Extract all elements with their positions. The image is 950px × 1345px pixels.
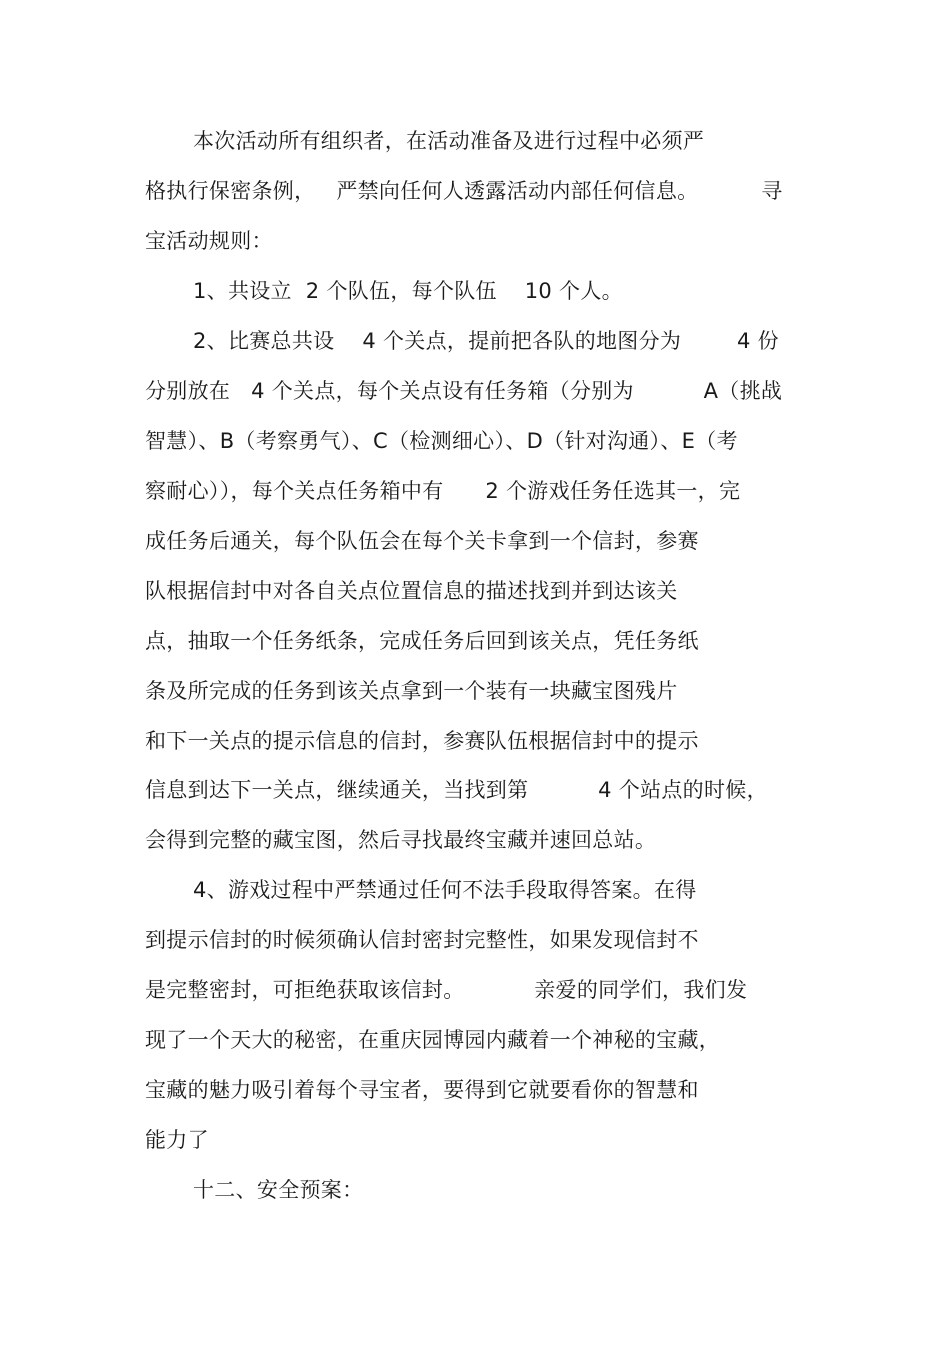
text-line-16: 4、游戏过程中严禁通过任何不法手段取得答案。在得	[193, 878, 697, 902]
text-line-17: 到提示信封的时候须确认信封密封完整性，如果发现信封不	[145, 928, 699, 952]
text-line-12: 条及所完成的任务到该关点拿到一个装有一块藏宝图残片	[145, 679, 678, 703]
text-line-3: 宝活动规则：	[145, 229, 273, 253]
text-line-7: 智慧）、B（考察勇气）、C（检测细心）、D（针对沟通）、E（考	[145, 429, 738, 453]
text-line-18: 是完整密封，可拒绝获取该信封。 亲爱的同学们，我们发	[145, 978, 748, 1002]
text-line-19: 现了一个天大的秘密，在重庆园博园内藏着一个神秘的宝藏，	[145, 1028, 721, 1052]
section-heading: 十二、安全预案：	[193, 1178, 364, 1202]
text-line-2: 格执行保密条例， 严禁向任何人透露活动内部任何信息。 寻	[145, 179, 783, 203]
text-line-15: 会得到完整的藏宝图，然后寻找最终宝藏并速回总站。	[145, 828, 657, 852]
text-line-13: 和下一关点的提示信息的信封，参赛队伍根据信封中的提示	[145, 729, 699, 753]
text-line-6: 分别放在 4 个关点，每个关点设有任务箱（分别为 A（挑战	[145, 379, 783, 403]
text-line-14: 信息到达下一关点，继续通关，当找到第 4 个站点的时候，	[145, 778, 768, 802]
text-line-5: 2、比赛总共设 4 个关点，提前把各队的地图分为 4 份	[193, 329, 779, 353]
text-line-21: 能力了	[145, 1128, 209, 1152]
text-line-1: 本次活动所有组织者，在活动准备及进行过程中必须严	[193, 129, 705, 153]
text-line-8: 察耐心）），每个关点任务箱中有 2 个游戏任务任选其一，完	[145, 479, 741, 503]
text-line-11: 点，抽取一个任务纸条，完成任务后回到该关点，凭任务纸	[145, 629, 699, 653]
text-line-10: 队根据信封中对各自关点位置信息的描述找到并到达该关	[145, 579, 678, 603]
text-line-20: 宝藏的魅力吸引着每个寻宝者，要得到它就要看你的智慧和	[145, 1078, 699, 1102]
text-line-4: 1、共设立 2 个队伍，每个队伍 10 个人。	[193, 279, 623, 303]
text-line-9: 成任务后通关，每个队伍会在每个关卡拿到一个信封，参赛	[145, 529, 699, 553]
